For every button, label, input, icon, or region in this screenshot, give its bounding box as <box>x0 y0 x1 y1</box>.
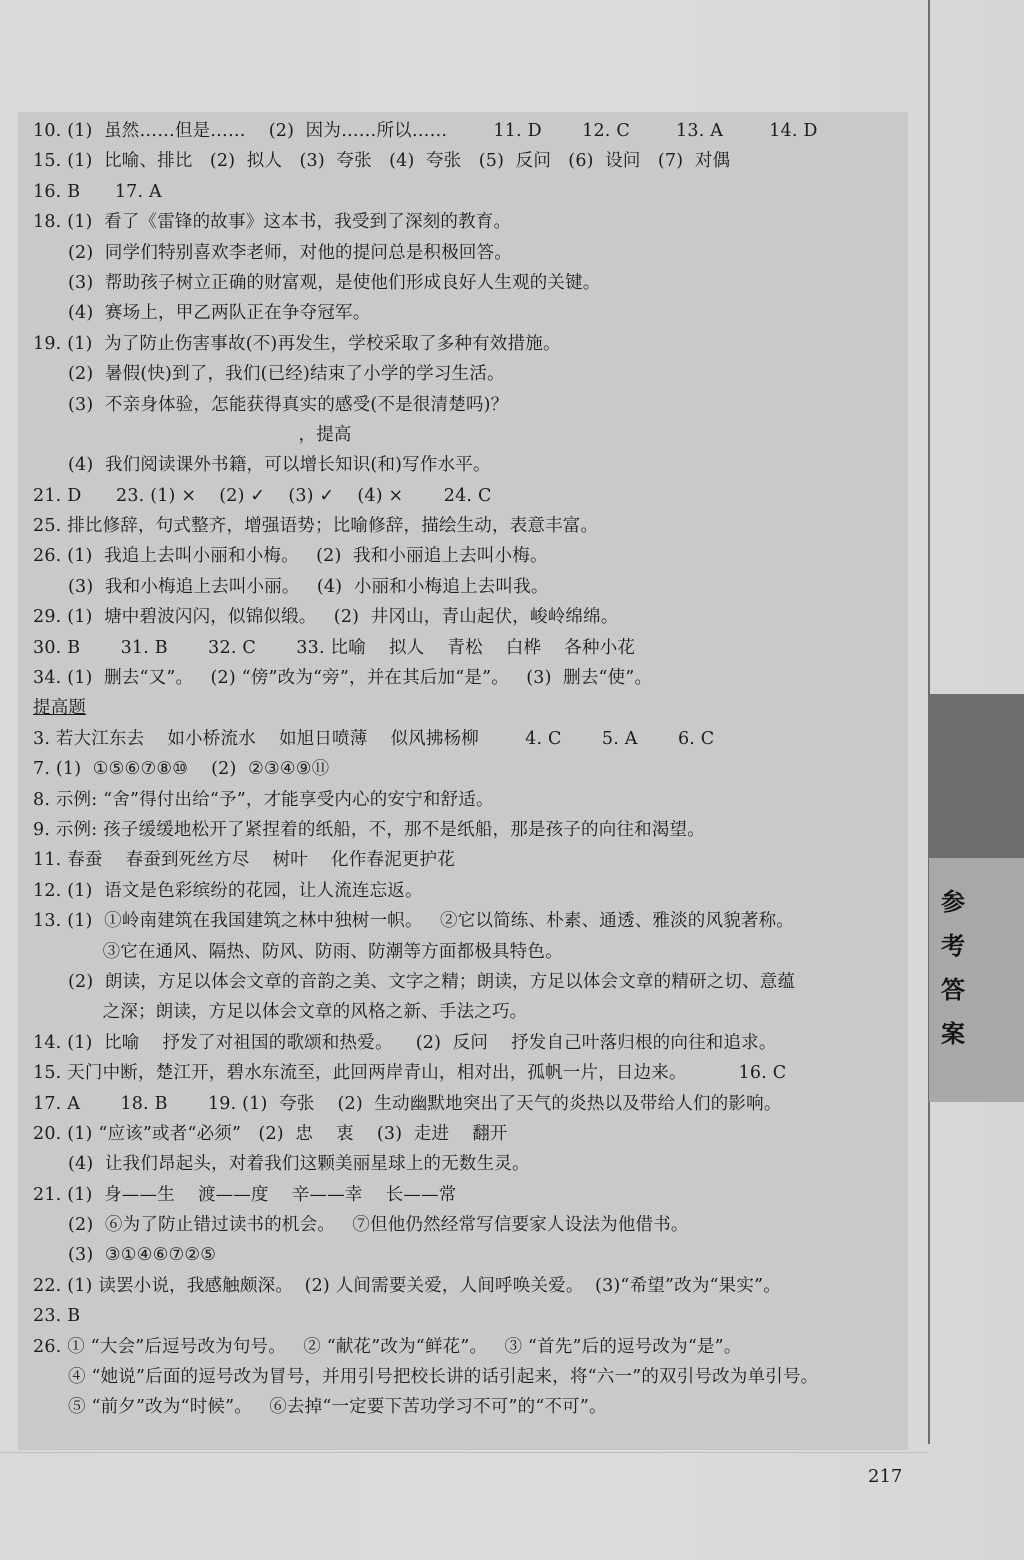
answer-line: 11. 春蚕 春蚕到死丝方尽 树叶 化作春泥更护花 <box>33 850 455 871</box>
section-heading: 提高题 <box>33 698 87 719</box>
answer-content <box>33 116 903 1423</box>
answer-line: (4) 赛场上，甲乙两队正在争夺冠军。 <box>68 303 371 324</box>
bottom-divider <box>0 1452 928 1453</box>
answer-line: (2) 朗读，方足以体会文章的音韵之美、文字之精；朗读，方足以体会文章的精研之切、意蕴 <box>68 971 796 992</box>
answer-line: 30. B 31. B 32. C 33. 比喻 拟人 青松 白桦 各种小花 <box>33 637 636 658</box>
answer-line: 26. ① “大会”后逗号改为句号。 ② “献花”改为“鲜花”。 ③ “首先”后的逗号改为“是”。 <box>33 1336 742 1357</box>
answer-line: 15. (1) 比喻、排比 (2) 拟人 (3) 夸张 (4) 夸张 (5) 反问 (6) 设问 (7) 对偶 <box>33 151 731 172</box>
answer-line: (3) 我和小梅追上去叫小丽。 (4) 小丽和小梅追上去叫我。 <box>68 576 549 597</box>
answer-line: (4) 我们阅读课外书籍，可以增长知识(和)写作水平。 <box>68 455 491 476</box>
answer-line: 13. (1) ①岭南建筑在我国建筑之林中独树一帜。 ②它以简练、朴素、通透、雅淡的风貌著称。 <box>33 911 794 932</box>
answer-line: 15. 天门中断，楚江开，碧水东流至，此回两岸青山，相对出，孤帆一片，日边来。 16. C <box>33 1063 787 1084</box>
answer-line: 18. (1) 看了《雷锋的故事》这本书，我受到了深刻的教育。 <box>33 212 512 233</box>
answer-line: ④ “她说”后面的逗号改为冒号，并用引号把校长讲的话引起来，将“六一”的双引号改为单引号。 <box>68 1367 819 1388</box>
answer-line: 9. 示例: 孩子缓缓地松开了紧捏着的纸船，不，那不是纸船，那是孩子的向往和渴望。 <box>33 819 705 840</box>
answer-line: (2) 暑假(快)到了，我们(已经)结束了小学的学习生活。 <box>68 364 505 385</box>
answer-line: 8. 示例: “舍”得付出给“予”，才能享受内心的安宁和舒适。 <box>33 789 494 810</box>
answer-line: 29. (1) 塘中碧波闪闪，似锦似缎。 (2) 井冈山，青山起伏，峻岭绵绵。 <box>33 607 619 628</box>
answer-line: 19. (1) 为了防止伤害事故(不)再发生，学校采取了多种有效措施。 <box>33 333 561 354</box>
answer-line: 23. B <box>33 1306 81 1327</box>
answer-line: ，提高 <box>68 424 352 445</box>
answer-line: 17. A 18. B 19. (1) 夸张 (2) 生动幽默地突出了天气的炎热以及带给人们的影响。 <box>33 1093 782 1114</box>
answer-line: 26. (1) 我追上去叫小丽和小梅。 (2) 我和小丽追上去叫小梅。 <box>33 546 548 567</box>
answer-line: 22. (1) 读罢小说，我感触颇深。 (2) 人间需要关爱，人间呼唤关爱。 (3)“希望”改为“果实”。 <box>33 1275 781 1296</box>
answer-line: 21. (1) 身——生 渡——度 辛——幸 长——常 <box>33 1184 457 1205</box>
side-tab-upper <box>929 694 1024 858</box>
answer-line: ③它在通风、隔热、防风、防雨、防潮等方面都极具特色。 <box>68 941 563 962</box>
answer-line: ⑤ “前夕”改为“时候”。 ⑥去掉“一定要下苦功学习不可”的“不可”。 <box>68 1397 607 1418</box>
answer-line: 14. (1) 比喻 抒发了对祖国的歌颂和热爱。 (2) 反问 抒发自己叶落归根的向往和追求。 <box>33 1032 777 1053</box>
answer-line: 7. (1) ①⑤⑥⑦⑧⑩ (2) ②③④⑨⑪ <box>33 759 330 780</box>
answer-line: (3) ③①④⑥⑦②⑤ <box>68 1245 217 1266</box>
side-tab-label: 参 考 答 案 <box>941 888 965 1048</box>
answer-line: (2) 同学们特别喜欢李老师，对他的提问总是积极回答。 <box>68 242 513 263</box>
page-number: 217 <box>868 1466 903 1487</box>
answer-line: (3) 不亲身体验，怎能获得真实的感受(不是很清楚吗)？ <box>68 394 509 415</box>
answer-line: 12. (1) 语文是色彩缤纷的花园，让人流连忘返。 <box>33 880 423 901</box>
answer-line: 16. B 17. A <box>33 181 162 202</box>
answer-line: (2) ⑥为了防止错过读书的机会。 ⑦但他仍然经常写信要家人设法为他借书。 <box>68 1215 689 1236</box>
answer-line: 20. (1) “应该”或者“必须” (2) 忠 衷 (3) 走进 翻开 <box>33 1123 508 1144</box>
answer-line: 10. (1) 虽然……但是…… (2) 因为……所以…… 11. D 12. C 13. A 14. D <box>33 121 818 141</box>
answer-line: 之深；朗读，方足以体会文章的风格之新、手法之巧。 <box>68 1002 528 1023</box>
answer-line: 3. 若大江东去 如小桥流水 如旭日喷薄 似风拂杨柳 4. C 5. A 6. C <box>33 728 715 749</box>
answer-line: 21. D 23. (1) × (2) ✓ (3) ✓ (4) × 24. C <box>33 485 492 506</box>
answer-line: (4) 让我们昂起头，对着我们这颗美丽星球上的无数生灵。 <box>68 1154 530 1175</box>
answer-line: 34. (1) 删去“又”。 (2) “傍”改为“旁”，并在其后加“是”。 (3) 删去“使”。 <box>33 668 653 689</box>
answer-line: 25. 排比修辞，句式整齐，增强语势；比喻修辞，描绘生动，表意丰富。 <box>33 516 599 537</box>
answer-line: (3) 帮助孩子树立正确的财富观，是使他们形成良好人生观的关键。 <box>68 272 601 293</box>
